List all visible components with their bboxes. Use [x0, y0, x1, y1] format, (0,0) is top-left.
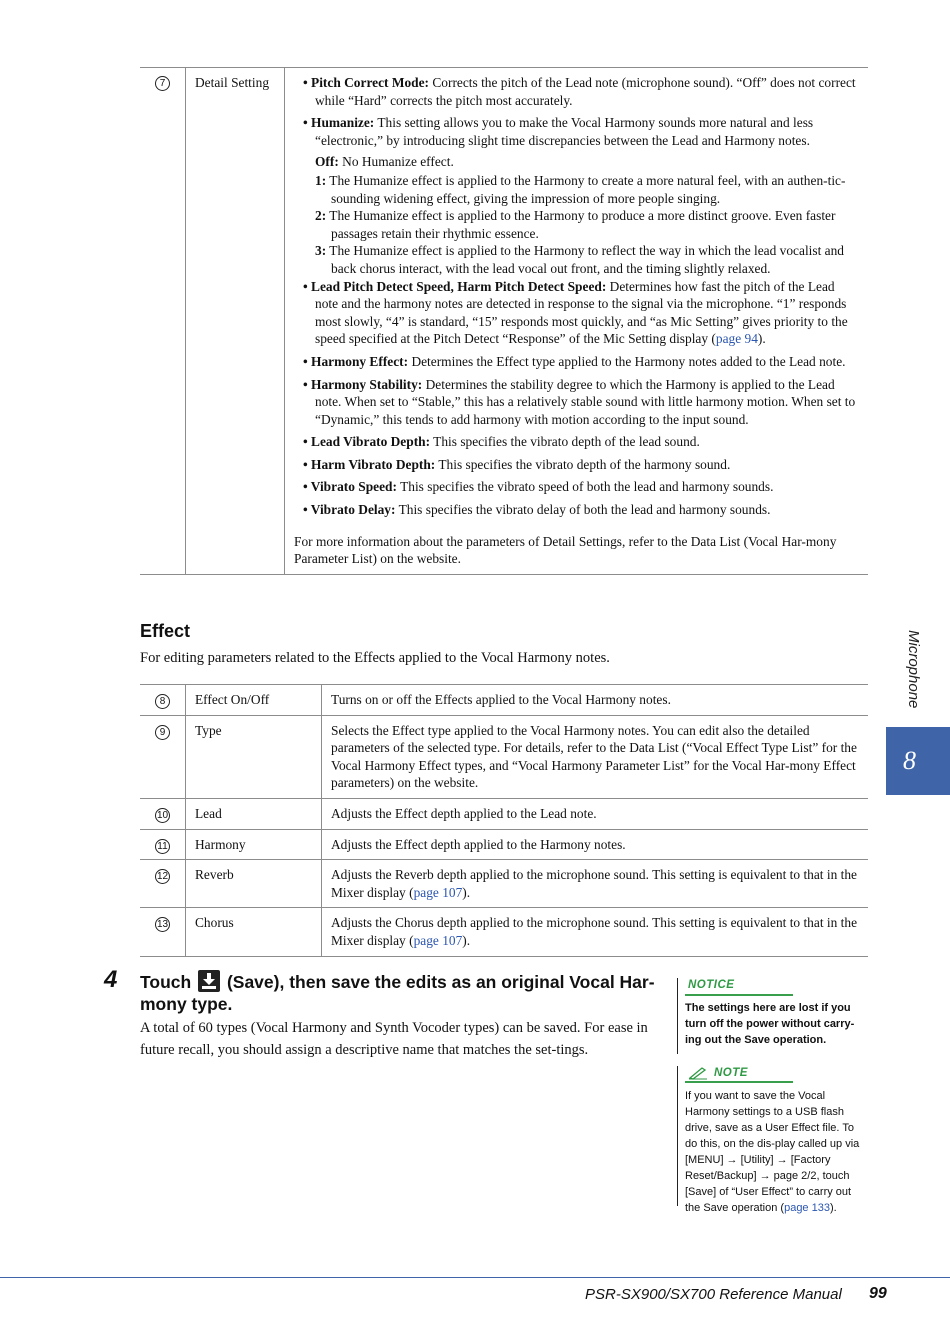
detail-setting-table — [140, 67, 868, 575]
parameter-name: Effect On/Off — [186, 685, 322, 715]
humanize-option-2 — [315, 207, 860, 242]
step-title-before: Touch — [140, 972, 192, 992]
term: • Lead Pitch Detect Speed, Harm Pitch Detect Speed: — [303, 278, 607, 294]
humanize-item — [294, 114, 860, 149]
vibrato-delay-item — [294, 501, 860, 519]
parameter-description — [322, 799, 868, 829]
table-row — [140, 716, 868, 799]
parameter-description — [322, 830, 868, 860]
note-tail: ). — [829, 1202, 837, 1214]
notice-rule — [677, 978, 678, 1054]
term: • Harm Vibrato Depth: — [303, 456, 436, 472]
term-text: Determines the Effect type applied to the Harmony notes added to the Lead note. — [408, 353, 846, 369]
lead-vibrato-depth-item — [294, 433, 860, 451]
parameter-name: Chorus — [186, 908, 322, 955]
humanize-option-1 — [315, 172, 860, 207]
effect-table — [140, 684, 868, 957]
footer-manual-title: PSR-SX900/SX700 Reference Manual — [585, 1286, 842, 1303]
term-text: This specifies the vibrato speed of both the lead and harmony sounds. — [396, 479, 774, 495]
term-text: This setting allows you to make the Vocal Harmony sounds more natural and less “electronic,” by introducing slight time discrepancies between the Lead and Harmony notes. — [315, 115, 814, 148]
term-text: Determines how fast the pitch of the Lead note and the harmony notes are detected in response to the signal via the microphone. “1” responds most slowly, “4” is standard, “15” responds most quickly, and “as Mic Setting” gives priority to the speed specified at the Pitch Detect “Response” of the Mic Setting display ( — [315, 278, 848, 347]
parameter-name: Harmony — [186, 830, 322, 860]
term: • Humanize: — [303, 115, 375, 131]
row-number-cell — [140, 716, 186, 798]
chapter-tab[interactable]: 8 — [886, 727, 950, 795]
humanize-option-off — [315, 153, 860, 171]
step-body: A total of 60 types (Vocal Harmony and Synth Vocoder types) can be saved. For ease in future recall, you should assign a descriptive name that matches the set-tings. — [140, 1020, 648, 1058]
table-row — [140, 908, 868, 956]
description-text: Adjusts the Chorus depth applied to the microphone sound. This setting is equivalent to that in the Mixer display ( — [331, 915, 858, 948]
row-number: 7 — [155, 76, 170, 91]
option-text: The Humanize effect is applied to the Harmony to reflect the way in which the lead vocalist and back chorus interact, with the lead vocal out front, and the timing slightly relaxed. — [326, 243, 844, 276]
notice-underline — [685, 994, 793, 996]
row-number-cell — [140, 799, 186, 829]
effect-heading: Effect — [140, 621, 191, 641]
harm-vibrato-depth-item — [294, 456, 860, 474]
description-text: Adjusts the Effect depth applied to the Harmony notes. — [331, 836, 626, 852]
option-text: The Humanize effect is applied to the Harmony to produce a more distinct groove. Even faster passages retain their rhythmic essence. — [326, 208, 836, 241]
description-text: Adjusts the Effect depth applied to the Lead note. — [331, 805, 597, 821]
description-tail: ). — [462, 932, 471, 948]
note-body: If you want to save the Vocal Harmony settings to a USB flash drive, save as a User Effect file. To do this, on the dis-play called up via [MENU] → [Utility] → [Factory Reset/Backup] → page 2/2, touch [Save] of “User Effect” to carry out the Save operation ( — [685, 1090, 860, 1214]
page-133-link[interactable]: page 133 — [784, 1202, 830, 1214]
table-row — [140, 860, 868, 908]
row-number-cell — [140, 860, 186, 907]
term-text: This specifies the vibrato depth of the lead sound. — [430, 434, 700, 450]
detail-footnote: For more information about the parameters of Detail Settings, refer to the Data List (Vocal Har-mony Parameter List) on the website. — [294, 533, 837, 567]
term: • Harmony Effect: — [303, 353, 409, 369]
option-text: The Humanize effect is applied to the Harmony to create a more natural feel, with an authen-tic-sounding widening effect, giving the impression of more people singing. — [326, 172, 846, 206]
parameter-description — [322, 716, 868, 798]
row-number-cell — [140, 830, 186, 860]
note-underline — [685, 1081, 793, 1083]
term-text: This specifies the vibrato delay of both the lead and harmony sounds. — [395, 502, 771, 518]
option-key: Off: — [315, 154, 339, 170]
vibrato-speed-item — [294, 478, 860, 496]
row-number: 8 — [155, 694, 170, 709]
description-text: Selects the Effect type applied to the Vocal Harmony notes. You can edit also the detailed parameters of the selected type. For details, refer to the Data List (“Vocal Effect Type List” for the Vocal Harmony Effect types, and “Vocal Harmony Parameter List” for the Vocal Har-mony Effect parameters) on the website. — [331, 722, 857, 791]
row-number: 13 — [156, 919, 169, 931]
option-key: 3: — [315, 243, 327, 259]
page-link[interactable]: page 107 — [413, 932, 463, 948]
step-title-after: (Save), then save the edits as an original Vocal Har-mony type. — [140, 972, 655, 1014]
parameter-name: Type — [186, 716, 322, 798]
term: • Vibrato Speed: — [303, 479, 397, 495]
term-text: Determines the stability degree to which the Harmony is applied to the Lead note. When set to “Stable,” this has a relatively stable sound with little harmony motion. When set to “Dynamic,” this tends to add harmony with motion according to the input sound. — [315, 376, 856, 427]
save-icon[interactable] — [198, 970, 220, 992]
parameter-name: Lead — [186, 799, 322, 829]
option-key: 2: — [315, 208, 327, 224]
row-number-cell — [140, 685, 186, 715]
term-text: Corrects the pitch of the Lead note (microphone sound). “Off” does not correct while “Hard” corrects the pitch most accurately. — [315, 75, 856, 108]
term: • Pitch Correct Mode: — [303, 75, 430, 90]
row-number-cell — [140, 68, 186, 574]
notice-text: The settings here are lost if you turn off the power without carry-ing out the Save operation. — [685, 1002, 855, 1046]
pitch-correct-mode-item — [294, 74, 860, 109]
term-text: This specifies the vibrato depth of the harmony sound. — [435, 456, 731, 472]
page-number: 99 — [869, 1285, 887, 1302]
harmony-effect-item — [294, 353, 860, 371]
note-label: NOTE — [714, 1067, 748, 1079]
parameter-description — [285, 68, 868, 574]
parameter-name: Detail Setting — [186, 68, 285, 574]
term: • Lead Vibrato Depth: — [303, 434, 431, 450]
parameter-name: Reverb — [186, 860, 322, 907]
parameter-description — [322, 685, 868, 715]
step-number: 4 — [104, 966, 118, 993]
row-number: 11 — [155, 839, 170, 854]
description-text: Turns on or off the Effects applied to the Vocal Harmony notes. — [331, 692, 671, 707]
option-key: 1: — [315, 172, 327, 188]
pitch-detect-speed-item — [294, 278, 860, 348]
page-94-link[interactable]: page 94 — [715, 331, 758, 347]
note-rule — [677, 1066, 678, 1206]
row-number: 12 — [156, 871, 169, 883]
humanize-options — [315, 153, 860, 277]
harmony-stability-item — [294, 376, 860, 429]
parameter-description — [322, 908, 868, 955]
description-tail: ). — [462, 884, 471, 900]
chapter-tab-title: Microphone — [905, 630, 922, 709]
term-tail: ). — [757, 331, 766, 347]
term: • Vibrato Delay: — [303, 502, 396, 518]
row-number-cell — [140, 908, 186, 955]
table-row — [140, 830, 868, 861]
option-text: No Humanize effect. — [338, 154, 454, 170]
description-text: Adjusts the Reverb depth applied to the microphone sound. This setting is equivalent to that in the Mixer display ( — [331, 867, 857, 900]
humanize-option-3 — [315, 242, 860, 277]
table-row — [140, 685, 868, 716]
footer-rule — [0, 1277, 950, 1278]
note-text — [685, 1088, 863, 1216]
term: • Harmony Stability: — [303, 376, 423, 392]
page-link[interactable]: page 107 — [413, 884, 463, 900]
row-number: 9 — [155, 725, 170, 740]
row-number: 10 — [156, 809, 169, 821]
step-title — [140, 970, 660, 1015]
table-row — [140, 799, 868, 830]
parameter-description — [322, 860, 868, 907]
effect-intro: For editing parameters related to the Effects applied to the Vocal Harmony notes. — [140, 650, 610, 666]
notice-label: NOTICE — [688, 979, 735, 991]
